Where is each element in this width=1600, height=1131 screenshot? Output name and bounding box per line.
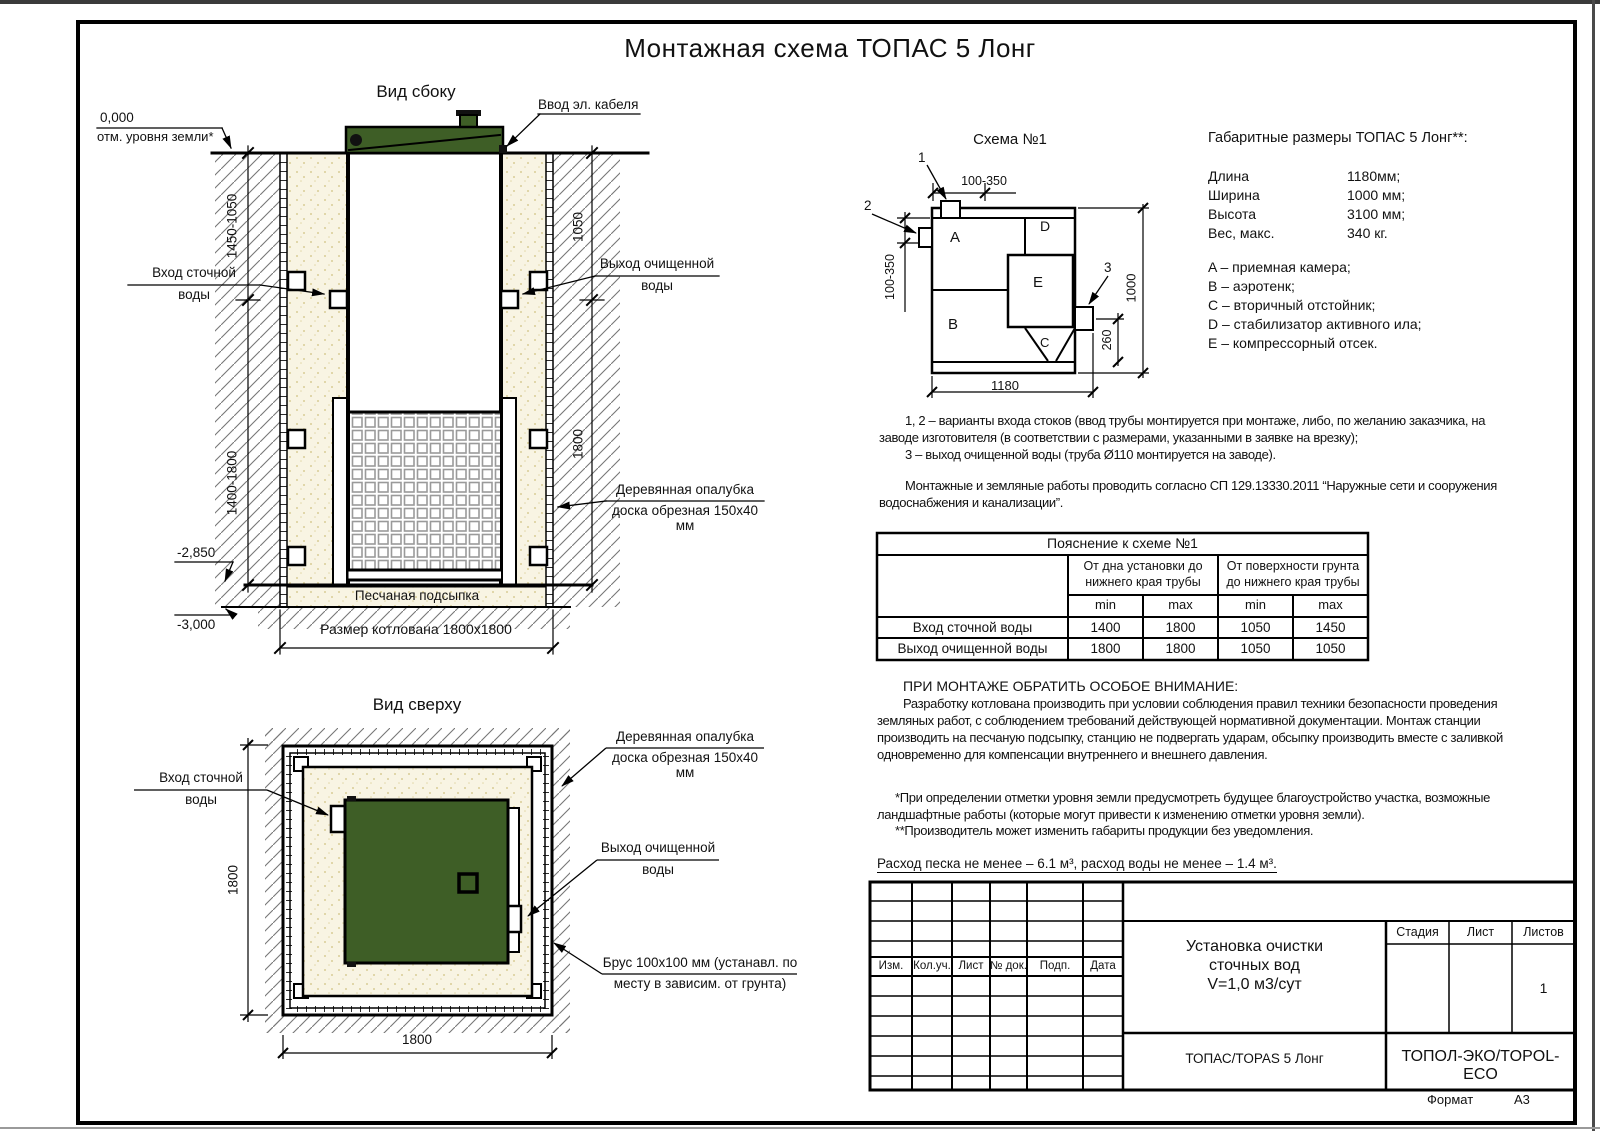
table-row-2-label: Выход очищенной воды <box>897 641 1048 656</box>
table-row-2-v2: 1800 <box>1165 641 1196 656</box>
schema-dim-1000: 1000 <box>1123 273 1139 303</box>
cable-entry-label: Ввод эл. кабеля <box>538 97 639 112</box>
table-group1-line2: нижнего края трубы <box>1085 575 1201 589</box>
table-group2-line2: до нижнего края трубы <box>1226 575 1360 589</box>
table-group2-line1: От поверхности грунта <box>1226 559 1360 573</box>
tv-outlet-label-1: Выход очищенной <box>600 840 716 855</box>
table-row-1-v3: 1050 <box>1240 620 1271 635</box>
inlet-label-2: воды <box>178 287 210 302</box>
table-row-1-v4: 1450 <box>1315 620 1346 635</box>
dim-1050: 1050 <box>570 211 586 243</box>
inlet-pipe-stub <box>330 291 347 308</box>
tv-inlet-label-1: Вход сточной <box>159 770 243 785</box>
schema-marker-2: 2 <box>864 198 872 213</box>
pit-size-label: Размер котлована 1800x1800 <box>320 621 512 637</box>
table-min-2: min <box>1245 597 1266 612</box>
schema-dim-left: 100-350 <box>883 254 897 300</box>
tv-formwork-label-1: Деревянная опалубка <box>615 729 755 744</box>
schema-drawing <box>872 165 1149 398</box>
compartment-b: B <box>948 316 959 333</box>
footnote-2: **Производитель может изменить габариты продукции без уведомления. <box>895 823 1314 838</box>
side-view-drawing <box>97 110 764 654</box>
support-post-left <box>333 398 347 585</box>
outlet-pipe-stub <box>501 291 518 308</box>
outlet-label-1: Выход очищенной <box>599 256 715 271</box>
level-minus-2850: -2,850 <box>177 545 216 560</box>
tank-bottom-bar <box>347 570 503 580</box>
consumption-note: Расход песка не менее – 6.1 м³, расход воды не менее – 1.4 м³. <box>877 856 1277 871</box>
note-2-line-2: водоснабжения и канализации”. <box>879 495 1064 510</box>
note-1-line-2: заводе изготовителя (в соответствии с размерами, указанными в заявке на врезку); <box>879 430 1358 445</box>
note-2-line-1: Монтажные и земляные работы проводить согласно СП 129.13330.2011 “Наружные сети и сооружения <box>905 478 1497 493</box>
inlet-label-1: Вход сточной <box>152 265 236 280</box>
overall-weight-value: 340 кг. <box>1347 225 1388 241</box>
attention-body-2: земляных работ, с соблюдением требований действующей нормативной документации. Монтаж станции <box>877 713 1481 728</box>
cable-entry-point <box>499 145 507 153</box>
legend-d: D – стабилизатор активного ила; <box>1208 316 1422 332</box>
outlet-label-2: воды <box>641 278 673 293</box>
table-min-1: min <box>1095 597 1116 612</box>
doc-title-line-2: сточных вод <box>1208 957 1300 974</box>
formwork-label-2: доска обрезная 150x40 мм <box>611 503 759 534</box>
schema-dim-1180: 1180 <box>991 378 1019 393</box>
dim-1400-1800: 1400-1800 <box>224 450 240 516</box>
tv-dim-1800-left: 1800 <box>225 864 241 896</box>
doc-title-line-3: V=1,0 м3/сут <box>1207 976 1302 993</box>
schema-marker-3: 3 <box>1104 260 1112 275</box>
side-view-title: Вид сбоку <box>376 82 456 101</box>
attention-body-3: производить на песчаную подсыпку, станцию не подвергать ударам, обсыпку производить вместе с заливкой <box>877 730 1503 745</box>
ground-level-label: отм. уровня земли* <box>97 129 214 144</box>
legend-c: C – вторичный отстойник; <box>1208 297 1376 313</box>
stamp-company: ТОПОЛ-ЭКО/TOPOL-ECO <box>1401 1048 1560 1083</box>
overall-height-value: 3100 мм; <box>1347 206 1406 222</box>
schema-inlet-side <box>919 228 932 247</box>
legend-b: B – аэротенк; <box>1208 278 1295 294</box>
table-title: Пояснение к схеме №1 <box>1047 535 1198 551</box>
schema-outlet <box>1075 307 1093 330</box>
schema-inlet-top <box>941 201 960 218</box>
legend-e: E – компрессорный отсек. <box>1208 335 1378 351</box>
doc-title-line-1: Установка очистки <box>1185 938 1324 955</box>
support-post-right <box>502 398 516 585</box>
stamp-product: ТОПАС/TOPAS 5 Лонг <box>1185 1051 1324 1066</box>
table-row-1-v1: 1400 <box>1090 620 1121 635</box>
formwork-label-1: Деревянная опалубка <box>615 482 755 497</box>
schema-dim-260: 260 <box>1100 329 1114 351</box>
tv-inlet-label-2: воды <box>185 792 217 807</box>
page-title-text: Монтажная схема ТОПАС 5 Лонг <box>624 33 1036 63</box>
beam-label-1: Брус 100x100 мм (устанавл. по <box>602 955 798 970</box>
tv-outlet-label-2: воды <box>642 862 674 877</box>
overall-height-label: Высота <box>1208 206 1257 222</box>
table-row-2-v4: 1050 <box>1315 641 1346 656</box>
note-1-line-1: 1, 2 – варианты входа стоков (ввод трубы монтируется при монтаже, либо, по желанию заказчика, на <box>905 413 1486 428</box>
table-row-2-v1: 1800 <box>1090 641 1121 656</box>
soil-hatch-right <box>553 154 620 607</box>
tank-lattice <box>350 412 500 572</box>
legend-a: A – приемная камера; <box>1208 259 1351 275</box>
attention-body-1: Разработку котлована производить при условии соблюдения правил техники безопасности проведения <box>903 696 1498 711</box>
overall-weight-label: Вес, макс. <box>1208 225 1275 241</box>
compartment-a: A <box>950 229 961 246</box>
schema-marker-1: 1 <box>918 150 926 165</box>
format-value: А3 <box>1514 1092 1530 1107</box>
dim-1800-side: 1800 <box>570 428 586 460</box>
attention-body-4: одновременно для компенсации внутреннего и внешнего давления. <box>877 747 1268 762</box>
footnote-1-line-2: ландшафтные работы (которые могут привести к изменению отметки уровня земли). <box>877 807 1365 822</box>
sand-bedding-label: Песчаная подсыпка <box>354 588 480 603</box>
table-max-1: max <box>1168 597 1193 612</box>
schema-dim-top: 100-350 <box>961 174 1007 188</box>
stamp-col-list: Лист <box>958 960 984 972</box>
overall-width-value: 1000 мм; <box>1347 187 1406 203</box>
stamp-col-data: Дата <box>1090 960 1116 972</box>
dim-1450-1050: 1450-1050 <box>224 193 240 259</box>
zero-level-label: 0,000 <box>100 110 134 125</box>
tv-dim-1800-bottom: 1800 <box>401 1032 433 1047</box>
stamp-sheets-label: Листов <box>1523 925 1564 939</box>
overall-title: Габаритные размеры ТОПАС 5 Лонг**: <box>1208 130 1468 146</box>
compartment-e: E <box>1033 274 1044 291</box>
page-title <box>560 34 1100 63</box>
compartment-c: C <box>1040 335 1050 350</box>
stamp-stage-label: Стадия <box>1396 925 1439 939</box>
overall-length-label: Длина <box>1208 168 1249 184</box>
table-group1-line1: От дна установки до <box>1083 559 1203 573</box>
stamp-col-kol: Кол.уч. <box>913 960 951 972</box>
note-1-line-3: 3 – выход очищенной воды (труба Ø110 монтируется на заводе). <box>905 447 1276 462</box>
tank-lid <box>346 110 507 153</box>
schema-title: Схема №1 <box>973 131 1047 148</box>
stamp-col-doc: № док. <box>990 960 1027 972</box>
top-view-title: Вид сверху <box>372 695 462 714</box>
tank-top <box>331 796 521 967</box>
table-row-2-v3: 1050 <box>1240 641 1271 656</box>
tv-formwork-label-2: доска обрезная 150x40 мм <box>611 750 759 781</box>
level-minus-3000: -3,000 <box>177 617 216 632</box>
format-label: Формат <box>1427 1092 1474 1107</box>
table-max-2: max <box>1318 597 1343 612</box>
stamp-sheet-label: Лист <box>1466 925 1495 939</box>
attention-heading: ПРИ МОНТАЖЕ ОБРАТИТЬ ОСОБОЕ ВНИМАНИЕ: <box>903 678 1239 694</box>
overall-length-value: 1180мм; <box>1347 168 1401 184</box>
stamp-col-podp: Подп. <box>1039 960 1071 972</box>
table-row-1-v2: 1800 <box>1165 620 1196 635</box>
footnote-1-line-1: *При определении отметки уровня земли предусмотреть будущее благоустройство участка, возможные <box>895 790 1490 805</box>
compartment-d: D <box>1040 218 1051 234</box>
formwork-right <box>546 153 553 607</box>
table-row-1-label: Вход сточной воды <box>912 620 1033 635</box>
stamp-sheets-value: 1 <box>1539 980 1548 996</box>
beam-label-2: месту в зависим. от грунта) <box>613 976 787 991</box>
formwork-left <box>280 153 287 607</box>
overall-width-label: Ширина <box>1208 187 1260 203</box>
stamp-col-izm: Изм. <box>878 960 904 972</box>
